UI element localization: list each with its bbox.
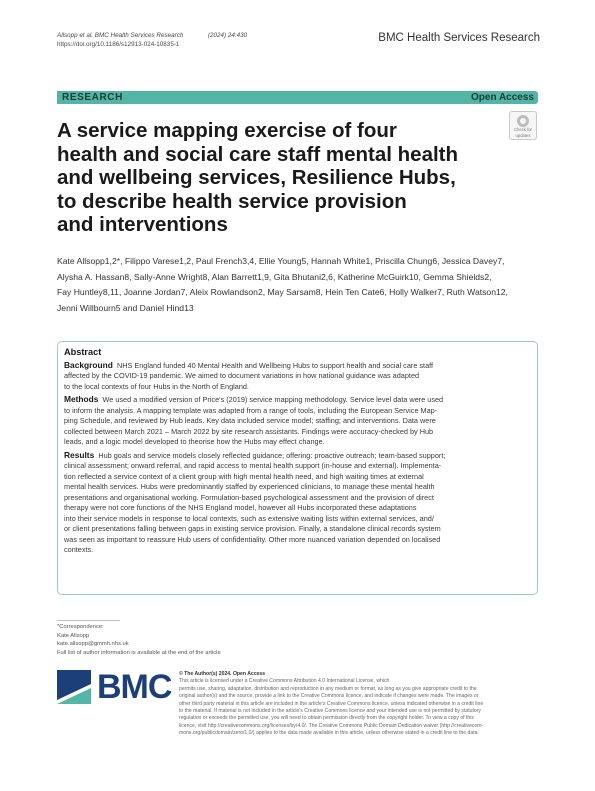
abstract-line: clinical assessment; onward referral, and rapid access to mental health support (in-house and external). Implementa- bbox=[64, 461, 442, 470]
bmc-logo-icon bbox=[57, 670, 91, 704]
section-label: Methods bbox=[64, 394, 99, 404]
section-label: Background bbox=[64, 359, 113, 370]
license-line: mons.org/publicdomain/zero/1.0/) applies to the data made available in this article, unless otherwise stated in a credit line to the data. bbox=[179, 730, 479, 737]
title-line: and interventions bbox=[57, 213, 228, 236]
author-list bbox=[57, 254, 542, 317]
citation-journal: et al. BMC Health Services Research bbox=[79, 32, 184, 39]
license-line: regulation or exceeds the permitted use, you will need to obtain permission directly from the copyright holder. To view a copy of this bbox=[179, 715, 474, 722]
license-line: permits use, sharing, adaptation, distribution and reproduction in any medium or format, as long as you give appropriate credit to the bbox=[179, 685, 477, 692]
divider bbox=[57, 620, 120, 621]
license-line: other third party material in this article are included in the article's Creative Commons licence, unless indicated otherwise in a credit line bbox=[179, 700, 484, 707]
abstract-line: contexts. bbox=[64, 545, 94, 554]
citation-header bbox=[57, 31, 247, 49]
correspondence-block bbox=[57, 620, 221, 657]
author-line: Fay Huntley8,11, Joanne Jordan7, Aleix Rowlandson2, May Sarsam8, Hein Ten Cate6, Holly Walker7, Ruth Watson12, bbox=[57, 287, 508, 298]
abstract-line: to the local contexts of four Hubs in the North of England. bbox=[64, 381, 249, 391]
license-block bbox=[179, 671, 541, 738]
correspondence-name: Kate Allsopp bbox=[57, 632, 90, 639]
check-for-updates-button[interactable] bbox=[509, 111, 537, 140]
abstract-line: Background NHS England funded 40 Mental Health and Wellbeing Hubs to support health and social care staff bbox=[64, 359, 434, 370]
author-line: Jenni Willbourn5 and Daniel Hind13 bbox=[57, 303, 194, 314]
abstract-line: therapy were not core functions of the NHS England model, however all Hubs incorporated these adaptations bbox=[64, 503, 417, 512]
check-updates-icon bbox=[517, 115, 529, 127]
abstract-line: or client presentations falling between gaps in existing service provision. Finally, a standalone clinical records system bbox=[64, 524, 441, 533]
abstract-line: affected by the COVID-19 pandemic. We aimed to document variations in how national guidance was adapted bbox=[64, 371, 420, 380]
abstract-line: ping Schedule, and reviewed by Hub leads. Key data included service model; staffing; and interventions. Data were bbox=[64, 416, 436, 425]
abstract-box bbox=[57, 341, 538, 595]
open-access-label: Open Access bbox=[471, 92, 534, 103]
abstract-line: tion reflected a service context of a client group with high mental health need, and high waiting times at external bbox=[64, 471, 424, 481]
author-line: Alysha A. Hassan8, Sally-Anne Wright8, Alan Barrett1,9, Gita Bhutani2,6, Katherine McGuirk10, Gemma Shields2, bbox=[57, 271, 492, 282]
license-line: licence, visit http://creativecommons.org/licenses/by/4.0/. The Creative Commons Public Domain Dedication waiver (http://creativecom- bbox=[179, 722, 484, 729]
abstract-line: presentations and organisational working. Formulation-based psychological assessment and the provision of direct bbox=[64, 492, 434, 502]
article-type-label: RESEARCH bbox=[62, 92, 123, 103]
title-line: A service mapping exercise of four bbox=[57, 119, 397, 142]
abstract-line: Methods We used a modified version of Price's (2019) service mapping methodology. Service level data were used bbox=[64, 394, 444, 404]
license-line: to the material. If material is not included in the article's Creative Commons licence and your intended use is not permitted by statutory bbox=[179, 708, 481, 715]
abstract-results bbox=[64, 450, 531, 556]
article-type-band bbox=[57, 91, 538, 104]
abstract-line: Results Hub goals and service models closely reflected guidance; offering: proactive outreach; team-based support; bbox=[64, 449, 446, 460]
citation-year: (2024) 24:430 bbox=[207, 32, 248, 39]
open-access-tag: Open Access bbox=[232, 671, 266, 677]
abstract-heading: Abstract bbox=[64, 347, 102, 357]
abstract-background bbox=[64, 360, 531, 393]
license-line: original author(s) and the source, provide a link to the Creative Commons licence, and indicate if changes were made. The images or bbox=[179, 693, 479, 700]
abstract-line: was seen as important to reassure Hub users of confidentiality. Other more nuanced variation depended on localised bbox=[64, 534, 441, 544]
abstract-line: leads, and a logic model developed to theorise how the Hubs may effect change. bbox=[64, 437, 325, 446]
author-line: Kate Allsopp1,2*, Filippo Varese1,2, Paul French3,4, Ellie Young5, Hannah White1, Priscilla Chung6, Jessica Davey7, bbox=[57, 256, 505, 266]
section-label: Results bbox=[64, 449, 95, 460]
doi-link[interactable]: https://doi.org/10.1186/s12913-024-10835-1 bbox=[57, 41, 180, 48]
journal-name: BMC Health Services Research bbox=[378, 32, 540, 44]
article-title bbox=[57, 119, 502, 237]
license-line: © The Author(s) 2024. Open Access This article is licensed under a Creative Commons Attribution 4.0 International License, which bbox=[179, 671, 390, 685]
abstract-line: into their service models in response to local contexts, such as extensive waiting lists within external services, and/ bbox=[64, 513, 434, 523]
abstract-line: to inform the analysis. A mapping template was adapted from a range of tools, including the European Service Map- bbox=[64, 405, 438, 415]
title-line: health and social care staff mental health bbox=[57, 142, 459, 166]
author-info-note: Full list of author information is available at the end of the article bbox=[57, 649, 221, 656]
title-line: to describe health service provision bbox=[57, 189, 407, 213]
abstract-line: mental health services. Hubs were predominantly staffed by experienced clinicians, to manage these mental health bbox=[64, 482, 435, 491]
correspondence-email[interactable]: kate.allsopp@gmmh.nhs.uk bbox=[57, 641, 129, 647]
citation-authors: Allsopp bbox=[57, 32, 78, 39]
abstract-methods bbox=[64, 394, 531, 448]
check-updates-line1: Check for bbox=[514, 127, 532, 132]
bmc-logo bbox=[57, 670, 172, 704]
bmc-logo-text: BMC bbox=[97, 668, 172, 706]
check-updates-line2: updates bbox=[515, 132, 531, 138]
title-line: and wellbeing services, Resilience Hubs, bbox=[57, 166, 456, 189]
correspondence-label: *Correspondence: bbox=[57, 624, 104, 630]
abstract-line: collected between March 2021 – March 2022 by site research assistants. Findings were accuracy-checked by Hub bbox=[64, 426, 434, 436]
